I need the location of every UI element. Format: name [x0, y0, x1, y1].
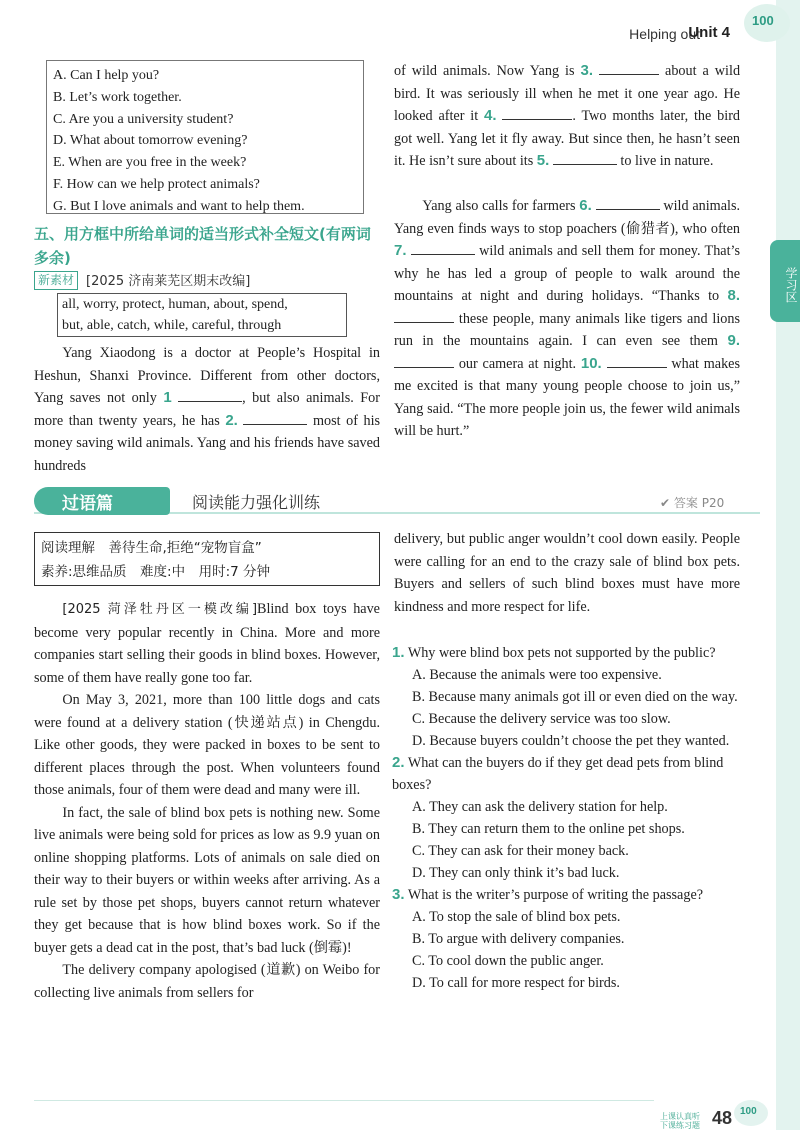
section-5-paragraph-1-cont: of wild animals. Now Yang is 3. about a wild bird. It was seriously ill when he met it one year ago. He looked after it 4. . Two months later, the bird got well. Yang let it fly away. But since then, he hasn’t seen it. He isn’t sure about its 5. to live in nature.	[394, 62, 741, 169]
answer-option[interactable]: C. They can ask for their money back.	[412, 843, 629, 859]
blank-number: 8.	[727, 287, 741, 304]
new-material-tag: 新素材	[34, 271, 78, 290]
question-3: 3. What is the writer’s purpose of writing the passage? A. To stop the sale of blind box pets. B. To argue with delivery companies. C. To cool down the public anger. D. To call for more respect for birds.	[392, 884, 742, 994]
answer-blank[interactable]	[394, 309, 454, 323]
header-unit: Unit 4	[688, 24, 730, 41]
option-line: B. Let’s work together.	[53, 89, 182, 105]
banner-title: 过语篇	[62, 494, 113, 514]
section-5-title: 五、用方框中所给单词的适当形式补全短文(有两词多余)	[34, 225, 371, 267]
reading-source: [2025 菏泽牡丹区一模改编]	[62, 602, 258, 617]
blank-number: 3.	[580, 62, 594, 79]
reading-passage-right	[394, 528, 740, 618]
answer-blank[interactable]	[394, 354, 454, 368]
answer-option[interactable]: C. To cool down the public anger.	[412, 953, 604, 969]
reading-passage-left	[34, 598, 380, 1004]
answer-option[interactable]: B. They can return them to the online pet shops.	[412, 821, 685, 837]
answer-option[interactable]: C. Because the delivery service was too slow.	[412, 711, 671, 727]
blank-number: 4.	[484, 107, 497, 124]
answer-option[interactable]: D. They can only think it’s bad luck.	[412, 865, 620, 881]
answer-blank[interactable]	[596, 196, 660, 210]
word-bank-line: but, able, catch, while, careful, through	[62, 318, 282, 333]
option-line: E. When are you free in the week?	[53, 155, 247, 171]
option-line: A. Can I help you?	[53, 68, 160, 83]
question-2: 2. What can the buyers do if they get dead pets from blind boxes? A. They can ask the delivery station for help. B. They can return them to the online pet shops. C. They can ask for their money back. D. They can only think it’s bad luck.	[392, 752, 742, 884]
answer-blank[interactable]	[502, 106, 572, 120]
answer-blank[interactable]	[553, 151, 617, 165]
reading-paragraph-1: [2025 菏泽牡丹区一模改编]Blind box toys have become very popular recently in China. More and more companies start selling their goods in blind boxes. However, some of them have really gone too far.	[34, 601, 380, 686]
answer-option[interactable]: A. Because the animals were too expensive.	[412, 667, 662, 683]
reading-paragraph-4: The delivery company apologised (道歉) on Weibo for collecting live animals from sellers for	[34, 962, 380, 1001]
question-number: 2.	[392, 754, 405, 771]
section-5-paragraph-1: Yang Xiaodong is a doctor at People’s Hospital in Heshun, Shanxi Province. Different from other doctors, Yang saves not only 1 , but also animals. For more than twenty years, he has 2. most of his money saving wild animals. Yang and his friends have saved hundreds	[34, 345, 381, 474]
blank-number: 5.	[536, 152, 550, 169]
blank-number: 6.	[579, 197, 592, 214]
footer-divider	[34, 1100, 654, 1101]
answer-blank[interactable]	[607, 354, 667, 368]
blank-number: 1	[163, 389, 172, 406]
header-section: Helping out	[629, 26, 700, 42]
blank-number: 7.	[394, 242, 407, 259]
option-line: F. How can we help protect animals?	[53, 176, 260, 192]
reading-paragraph-3: In fact, the sale of blind box pets is nothing new. Some live animals were being sold for prices as low as 9.9 yuan on online shopping platforms. Lots of animals on sale died on their way to their buyers or within weeks after arriving. As a rule set by those pet shops, buyers cannot return whatever they get because that is how blind boxes work. So if the buyer gets a dead cat in the post, that’s bad luck (倒霉)!	[34, 804, 380, 956]
blank-number: 9.	[727, 332, 740, 349]
question-1: 1. Why were blind box pets not supported by the public? A. Because the animals were too expensive. B. Because many animals got ill or even died on the way. C. Because the delivery service was too slow. D. Because buyers couldn’t choose the pet they wanted.	[392, 642, 742, 752]
answer-option[interactable]: A. To stop the sale of blind box pets.	[412, 909, 621, 925]
answer-option[interactable]: B. Because many animals got ill or even died on the way.	[412, 689, 738, 705]
question-number: 3.	[392, 886, 405, 903]
page-number: 48	[711, 1108, 732, 1128]
answer-blank[interactable]	[243, 411, 307, 425]
answer-blank[interactable]	[599, 61, 659, 75]
footer-slogan: 上课认真听 下课练习题	[660, 1112, 700, 1130]
word-bank-line: all, worry, protect, human, about, spend,	[62, 297, 288, 312]
answer-option[interactable]: A. They can ask the delivery station for help.	[412, 799, 668, 815]
question-number: 1.	[392, 644, 405, 661]
section-5-paragraph-2: Yang also calls for farmers 6. wild animals. Yang even finds ways to stop poachers (偷猎者), who often 7. wild animals and sell them for money. That’s why he has led a group of people to walk around the mountains at night and during holidays. “Thanks to 8. these people, many animals like tigers and lions run in the mountains again. I can even see them 9. our camera at night. 10. what makes me excited is that many young people choose to join us,” Yang said. “The more people join us, the fewer wild animals will be hurt.”	[394, 197, 741, 439]
study-zone-tab: 学习区	[770, 240, 800, 322]
blank-number: 2.	[225, 411, 238, 429]
reading-paragraph-2: On May 3, 2021, more than 100 little dogs and cats were found at a delivery station (快递站点) in Chengdu. Like other goods, they were packed in boxes to be sent to different places through the post. When volunteers found those animals, four of them were dead and many were ill.	[34, 692, 380, 798]
side-decoration-strip	[776, 0, 800, 1130]
reading-meta: 素养:思维品质 难度:中 用时:7 分钟	[41, 564, 271, 580]
blank-number: 10.	[580, 354, 602, 372]
answer-blank[interactable]	[411, 241, 475, 255]
check-icon: ✔	[660, 496, 671, 510]
questions-block	[392, 642, 742, 994]
options-box	[46, 60, 364, 214]
brand-logo-icon: 100	[744, 4, 790, 42]
reading-info-box	[34, 532, 380, 586]
option-line: D. What about tomorrow evening?	[53, 133, 248, 149]
option-line: G. But I love animals and want to help them.	[53, 198, 305, 214]
banner-subtitle: 阅读能力强化训练	[192, 493, 321, 512]
answer-option[interactable]: D. Because buyers couldn’t choose the pet they wanted.	[412, 733, 730, 749]
section-5-source: [2025 济南莱芜区期末改编]	[86, 274, 251, 289]
reading-paragraph-4-cont: delivery, but public anger wouldn’t cool down easily. People were calling for an end to the crazy sale of blind box pets. Buyers and sellers of such blind boxes must have more kindness and more respect for life.	[394, 531, 740, 615]
answer-reference: ✔ 答案 P20	[660, 496, 725, 510]
footer-logo-icon: 100	[734, 1100, 768, 1126]
answer-option[interactable]: D. To call for more respect for birds.	[412, 975, 620, 991]
answer-blank[interactable]	[178, 388, 242, 402]
reading-title: 阅读理解 善待生命,拒绝“宠物盲盒”	[41, 540, 262, 556]
answer-option[interactable]: B. To argue with delivery companies.	[412, 931, 625, 947]
word-bank-box	[57, 293, 347, 337]
option-line: C. Are you a university student?	[53, 111, 234, 127]
